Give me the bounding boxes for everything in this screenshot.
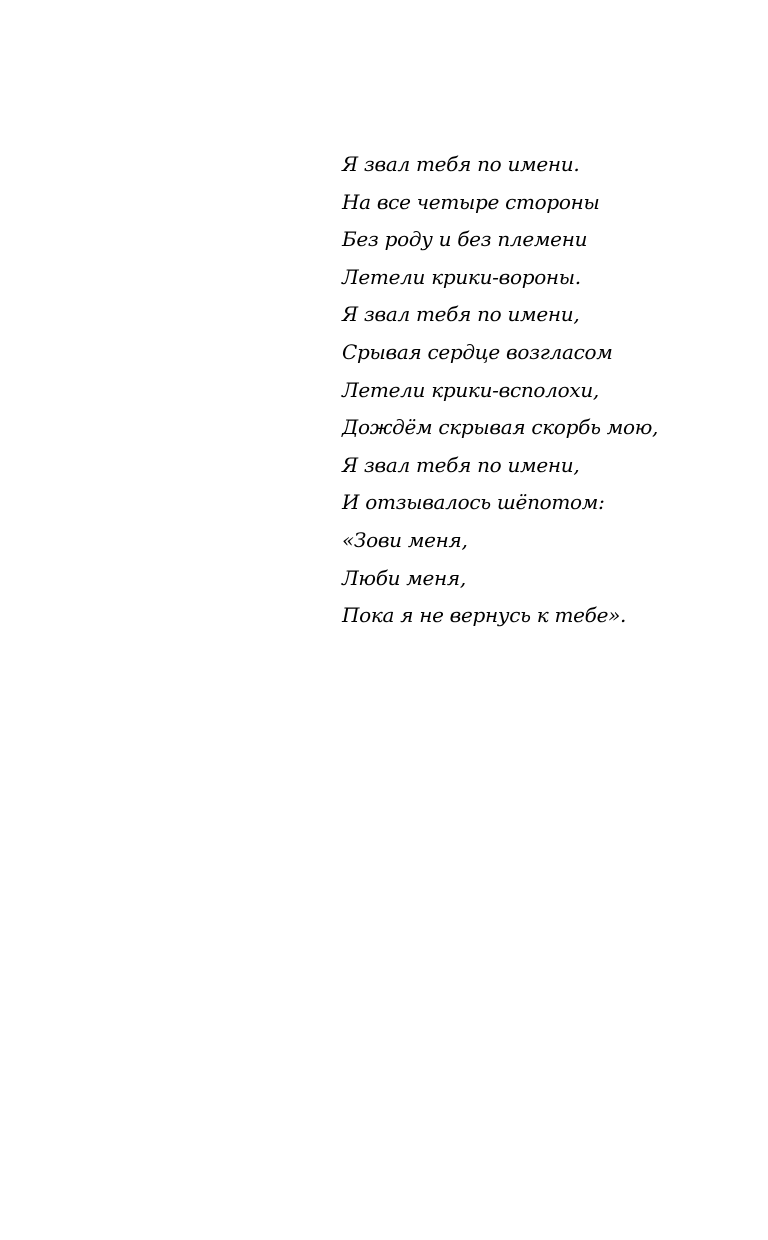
poem-line: «Зови меня, (342, 527, 468, 552)
poem-line: Я звал тебя по имени. (342, 152, 580, 176)
poem-line: Я звал тебя по имени, (342, 452, 580, 477)
poem-line: Срывая сердце возгласом (342, 339, 613, 364)
poem-line: Люби меня, (342, 565, 466, 590)
poem-line: Дождём скрывая скорбь мою, (342, 415, 659, 440)
poem-line: На все четыре стороны (342, 189, 600, 214)
poem-line: Пока я не вернусь к тебе». (342, 603, 627, 628)
poem-line: Без роду и без племени (342, 227, 588, 252)
poem-stanza (342, 146, 742, 635)
poem-line: И отзывалось шёпотом: (342, 490, 605, 515)
poem-line: Я звал тебя по имени, (342, 302, 580, 327)
poem-line: Летели крики-всполохи, (342, 377, 599, 402)
poem-line: Летели крики-вороны. (342, 264, 581, 289)
